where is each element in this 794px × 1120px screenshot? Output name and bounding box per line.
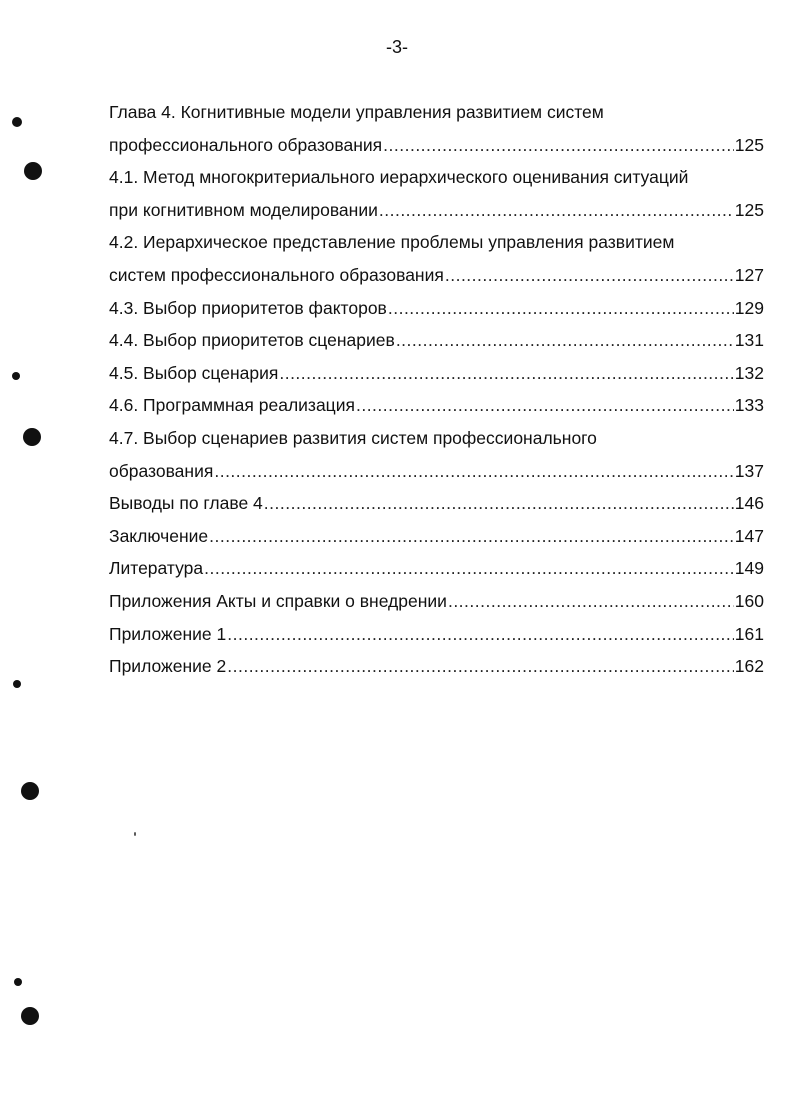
toc-page-number: 125 [734,134,764,155]
scan-speck [134,832,136,836]
toc-entry-title: 4.2. Иерархическое представление проблемы управления развитием [109,232,675,253]
toc-line [109,618,764,651]
toc-entry-title: 4.4. Выбор приоритетов сценариев [109,330,395,351]
toc-entry-title: 4.7. Выбор сценариев развития систем профессионального [109,427,597,448]
toc-leader-dots [356,389,734,422]
toc-line [109,357,764,390]
toc-line [109,455,764,488]
toc-page-number: 129 [734,297,764,318]
toc-leader-dots [214,455,733,488]
toc-entry-title: 4.5. Выбор сценария [109,362,279,383]
binder-hole-mark [21,782,39,800]
toc-leader-dots [204,552,734,585]
toc-line [109,422,764,455]
toc-entry-title: Литература [109,558,204,579]
binder-hole-mark [12,117,22,127]
toc-entry-title: Заключение [109,525,209,546]
binder-hole-mark [24,162,42,180]
toc-line [109,552,764,585]
toc-leader-dots [445,259,734,292]
toc-entry-title: при когнитивном моделировании [109,199,378,220]
toc-entry-title: 4.3. Выбор приоритетов факторов [109,297,387,318]
toc-line [109,226,764,259]
toc-page-number: 125 [734,199,764,220]
toc-page-number: 161 [734,623,764,644]
binder-hole-mark [23,428,41,446]
page-number: -3- [386,37,408,57]
toc-entry-title: систем профессионального образования [109,264,444,285]
toc-entry-title: 4.1. Метод многокритериального иерархического оценивания ситуаций [109,167,689,188]
toc-line [109,324,764,357]
toc-leader-dots [227,650,734,683]
toc-leader-dots [396,324,734,357]
toc-entry-title: Приложение 2 [109,656,227,677]
toc-page-number: 132 [734,362,764,383]
toc-line [109,292,764,325]
toc-page-number: 149 [734,558,764,579]
toc-page-number: 127 [734,264,764,285]
toc-page-number: 160 [734,590,764,611]
toc-page-number: 162 [734,656,764,677]
toc-page-number: 131 [734,330,764,351]
toc-leader-dots [264,487,734,520]
toc-entry-title: образования [109,460,214,481]
toc-leader-dots [227,618,734,651]
toc-line [109,161,764,194]
toc-entry-title: Приложение 1 [109,623,227,644]
toc-leader-dots [383,129,734,162]
toc-line [109,585,764,618]
toc-line [109,650,764,683]
table-of-contents [109,96,764,683]
toc-line [109,389,764,422]
toc-leader-dots [279,357,733,390]
binder-hole-mark [12,372,20,380]
toc-page-number: 137 [734,460,764,481]
toc-line [109,194,764,227]
toc-leader-dots [209,520,734,553]
binder-hole-mark [14,978,22,986]
toc-leader-dots [448,585,734,618]
toc-page-number: 146 [734,493,764,514]
binder-hole-mark [13,680,21,688]
toc-page-number: 133 [734,395,764,416]
binder-hole-mark [21,1007,39,1025]
toc-entry-title: Приложения Акты и справки о внедрении [109,590,447,611]
toc-line [109,129,764,162]
toc-entry-title: Глава 4. Когнитивные модели управления развитием систем [109,102,604,122]
toc-entry-title: Выводы по главе 4 [109,493,263,514]
toc-entry-title: 4.6. Программная реализация [109,395,355,416]
toc-line [109,259,764,292]
toc-leader-dots [379,194,734,227]
toc-line [109,520,764,553]
toc-page-number: 147 [734,525,764,546]
toc-entry-title: профессионального образования [109,134,383,155]
toc-line [109,487,764,520]
toc-line [109,96,764,129]
toc-leader-dots [388,292,734,325]
